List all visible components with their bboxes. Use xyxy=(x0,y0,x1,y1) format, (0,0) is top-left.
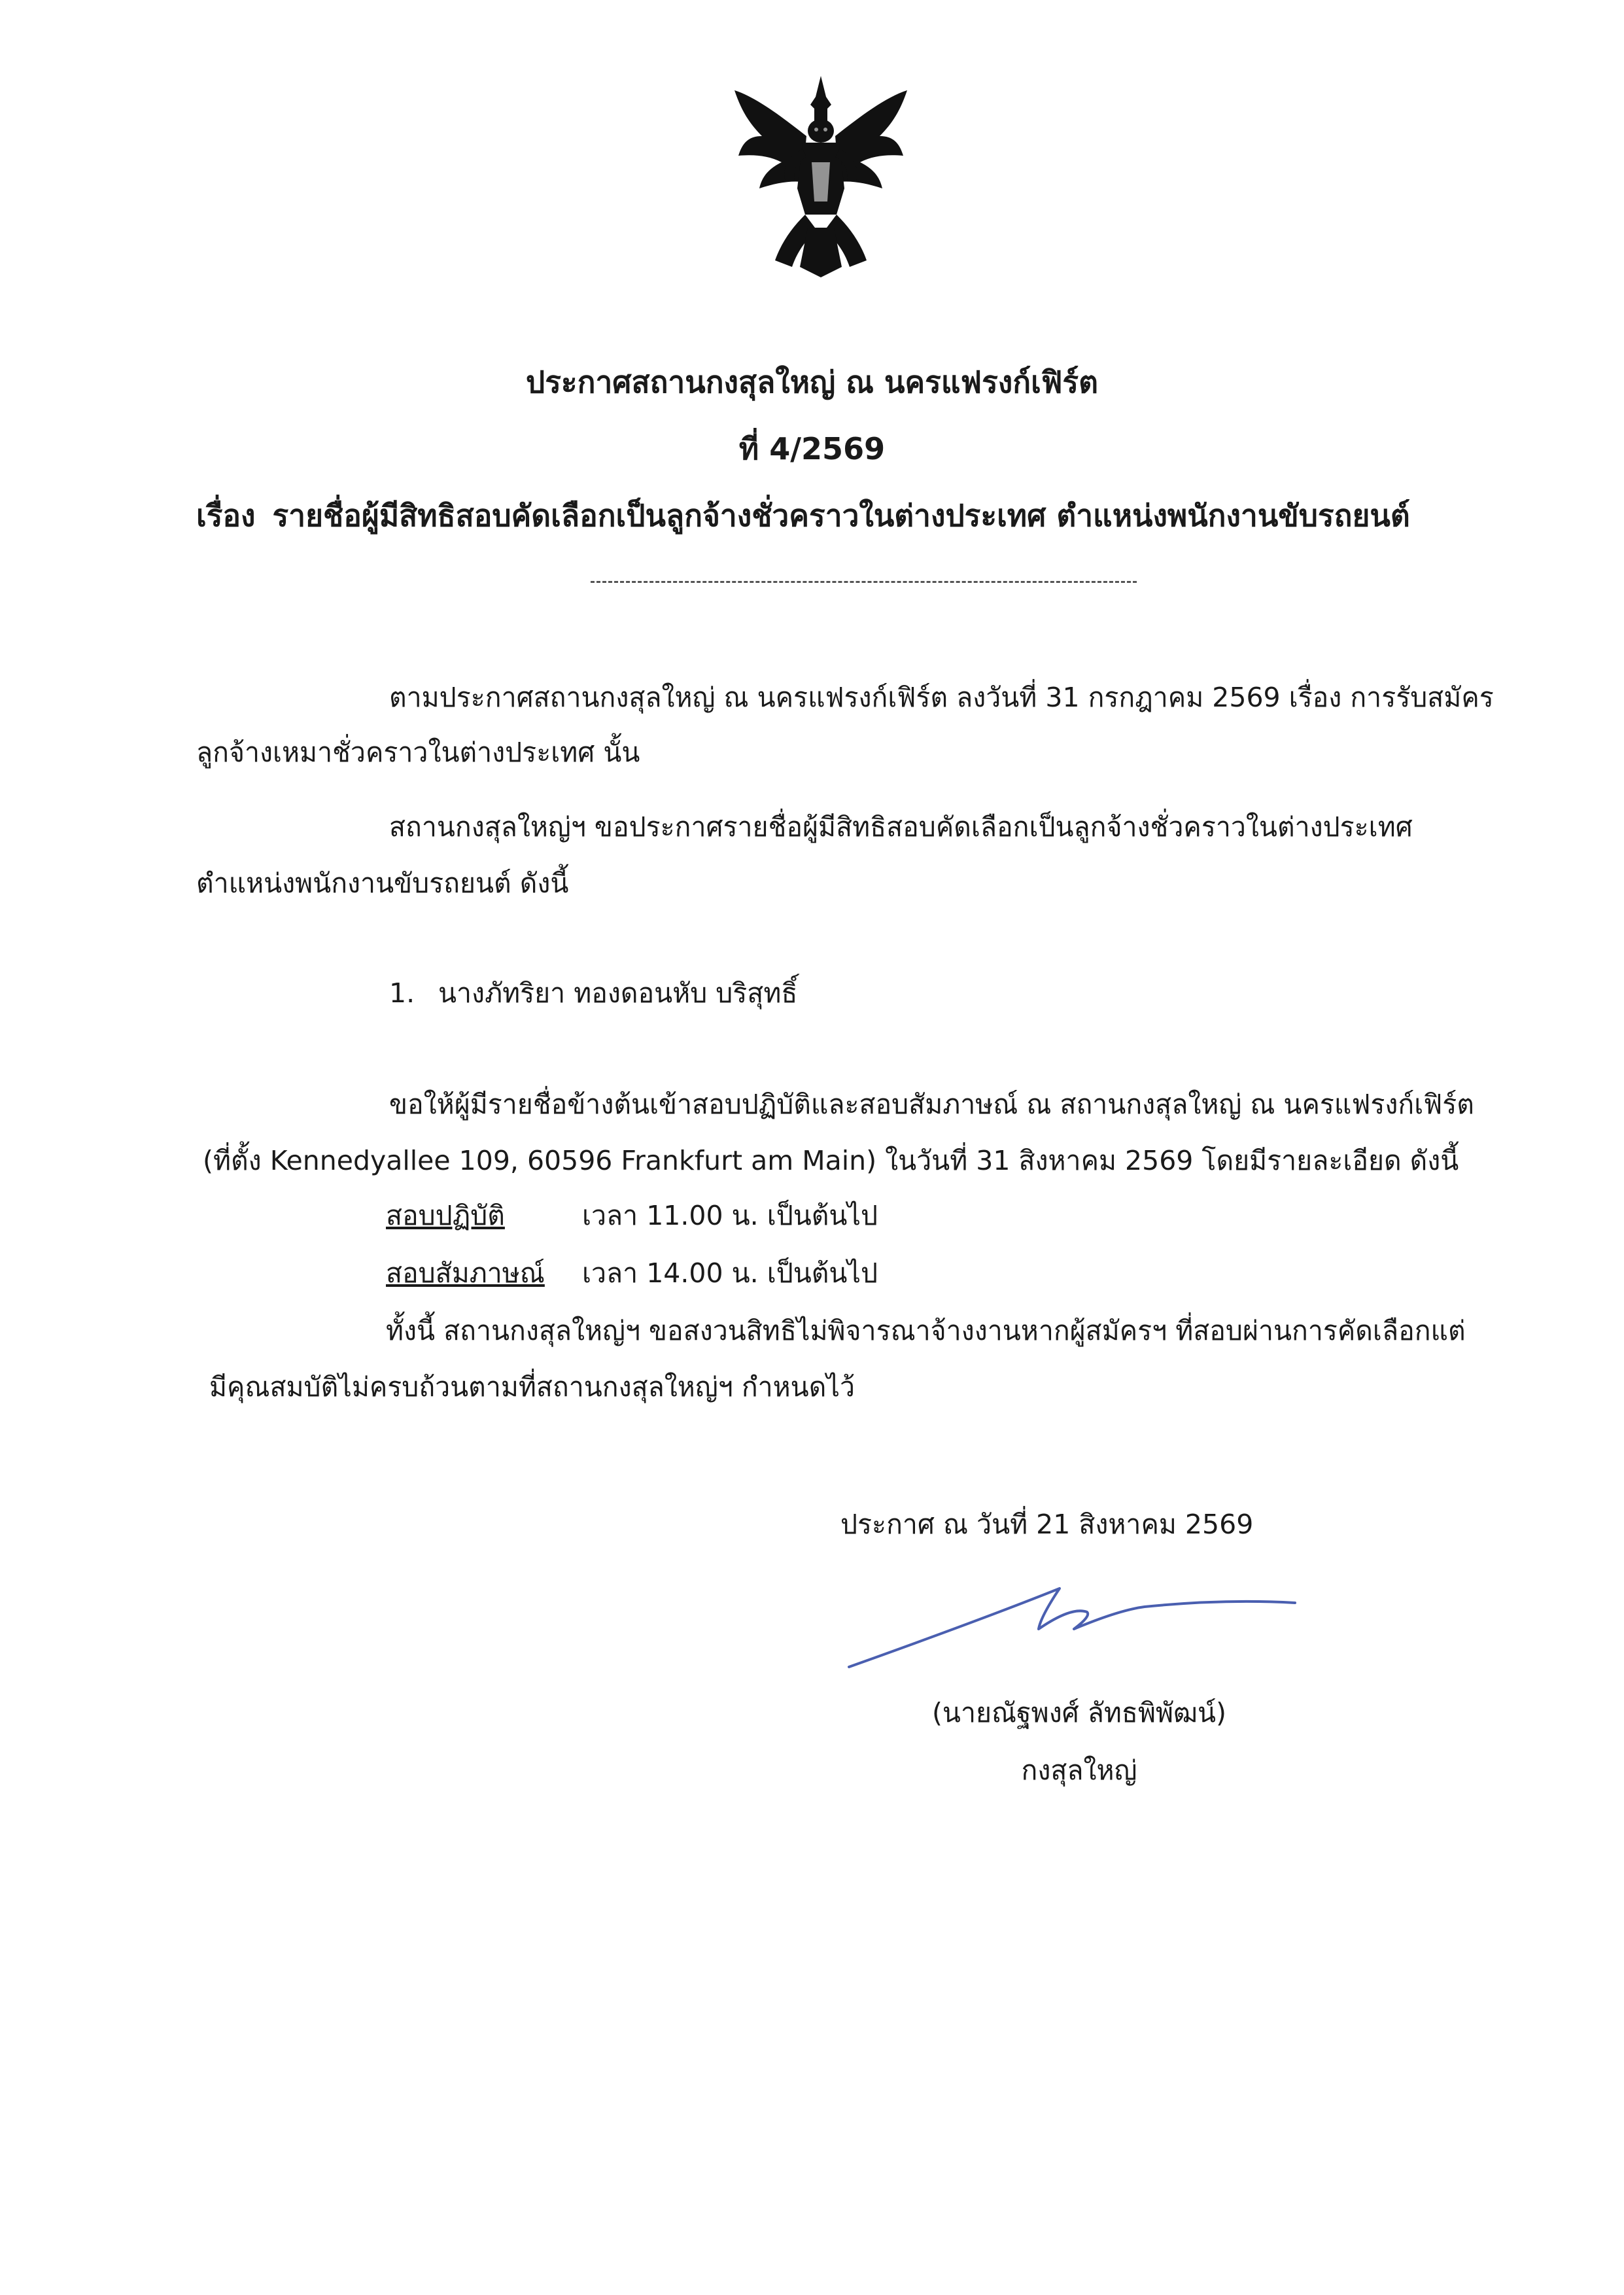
schedule-time: เวลา 11.00 น. เป็นต้นไป xyxy=(582,1200,878,1231)
announcement-title: ประกาศสถานกงสุลใหญ่ ณ นครแฟรงก์เฟิร์ต xyxy=(526,364,1098,400)
garuda-emblem-icon xyxy=(729,71,912,279)
candidate-list-item xyxy=(389,972,797,1015)
paragraph-2-line-2: ตำแหน่งพนักงานขับรถยนต์ ดังนี้ xyxy=(196,867,569,899)
schedule-time: เวลา 14.00 น. เป็นต้นไป xyxy=(582,1257,878,1289)
announcement-date: ประกาศ ณ วันที่ 21 สิงหาคม 2569 xyxy=(840,1509,1254,1540)
candidate-number: 1. xyxy=(389,977,415,1009)
announcement-number: ที่ 4/2569 xyxy=(738,431,886,466)
paragraph-1-line-2: ลูกจ้างเหมาชั่วคราวในต่างประเทศ นั้น xyxy=(196,737,640,768)
paragraph-3-line-2: (ที่ตั้ง Kennedyallee 109, 60596 Frankfurt am Main) ในวันที่ 31 สิงหาคม 2569 โดยมีรายละเอียด ดังนี้ xyxy=(203,1145,1459,1176)
announcement-subject xyxy=(196,492,1491,540)
handwritten-signature xyxy=(844,1569,1302,1687)
schedule-label: สอบปฏิบัติ xyxy=(386,1200,505,1231)
signer-name: (นายณัฐพงศ์ ลัทธพิพัฒน์) xyxy=(931,1697,1227,1728)
paragraph-2-line-1: สถานกงสุลใหญ่ฯ ขอประกาศรายชื่อผู้มีสิทธิสอบคัดเลือกเป็นลูกจ้างชั่วคราวในต่างประเทศ xyxy=(389,811,1413,843)
schedule-label: สอบสัมภาษณ์ xyxy=(386,1257,545,1289)
signer-position: กงสุลใหญ่ xyxy=(1021,1755,1137,1786)
title-divider xyxy=(591,581,1137,583)
paragraph-1-line-1: ตามประกาศสถานกงสุลใหญ่ ณ นครแฟรงก์เฟิร์ต ลงวันที่ 31 กรกฎาคม 2569 เรื่อง การรับสมัคร xyxy=(389,682,1494,713)
schedule-row xyxy=(386,1252,878,1295)
subject-label: เรื่อง xyxy=(196,498,256,533)
paragraph-4-line-2: มีคุณสมบัติไม่ครบถ้วนตามที่สถานกงสุลใหญ่ฯ กำหนดไว้ xyxy=(209,1371,855,1403)
subject-text: รายชื่อผู้มีสิทธิสอบคัดเลือกเป็นลูกจ้างชั่วคราวในต่างประเทศ ตำแหน่งพนักงานขับรถยนต์ xyxy=(272,498,1410,533)
candidate-name: นางภัทริยา ทองดอนหับ บริสุทธิ์ xyxy=(438,977,798,1009)
paragraph-3-line-1: ขอให้ผู้มีรายชื่อข้างต้นเข้าสอบปฏิบัติและสอบสัมภาษณ์ ณ สถานกงสุลใหญ่ ณ นครแฟรงก์เฟิร์ต xyxy=(389,1089,1474,1120)
schedule-row xyxy=(386,1195,878,1237)
paragraph-4-line-1: ทั้งนี้ สถานกงสุลใหญ่ฯ ขอสงวนสิทธิไม่พิจารณาจ้างงานหากผู้สมัครฯ ที่สอบผ่านการคัดเลือกแต่ xyxy=(386,1315,1466,1346)
